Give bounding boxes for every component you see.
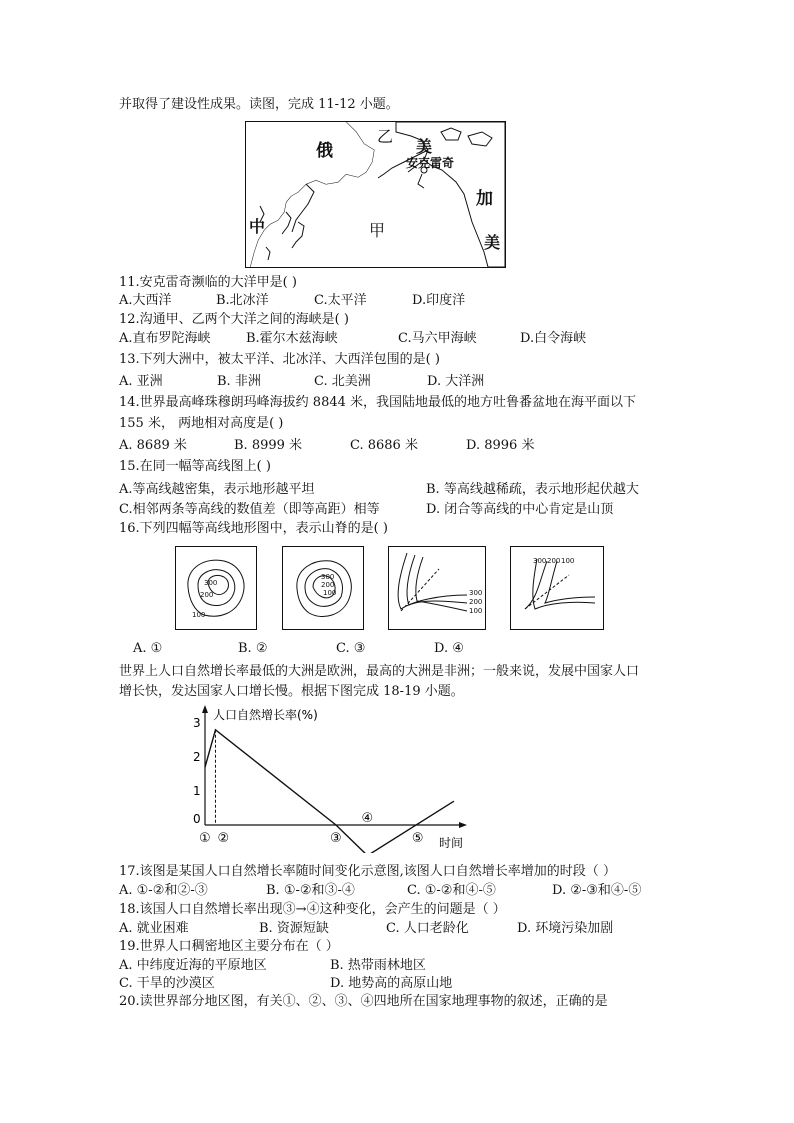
contour-3-label-200: 200 <box>469 598 483 606</box>
q15-stem: 15.在同一幅等高线图上( ) <box>119 459 271 474</box>
q16-option-d[interactable]: D. ④ <box>434 641 464 656</box>
q18-option-a[interactable]: A. 就业困难 <box>119 921 189 936</box>
contour-4-label-100: 100 <box>561 557 575 565</box>
q11-option-c[interactable]: C.太平洋 <box>314 293 367 308</box>
contour-3-label-300: 300 <box>469 589 483 597</box>
passage-line1: 世界上人口自然增长率最低的大洲是欧洲，最高的大洲是非洲；一般来说，发展中国家人口 <box>119 664 640 679</box>
contour-map-2[interactable] <box>282 546 364 630</box>
point-label: ② <box>217 831 230 846</box>
contour-1-label-300: 300 <box>204 579 218 587</box>
contour-map-1[interactable] <box>175 546 257 630</box>
q17-stem: 17.该图是某国人口自然增长率随时间变化示意图,该图人口自然增长率增加的时段（ ） <box>119 864 616 879</box>
contour-3-label-100: 100 <box>469 607 483 615</box>
chart-title: 人口自然增长率(%) <box>213 708 318 722</box>
contour-2-label-300: 300 <box>321 573 335 581</box>
q18-stem: 18.该国人口自然增长率出现③→④这种变化，会产生的问题是（ ） <box>119 902 506 917</box>
x-axis-arrow <box>459 822 467 828</box>
contour-4-label-200: 200 <box>547 557 561 565</box>
contour-4-label-300: 300 <box>533 557 547 565</box>
q16-option-b[interactable]: B. ② <box>238 641 268 656</box>
label-yi: 乙 <box>377 127 394 146</box>
population-growth-chart <box>185 703 475 853</box>
contour-graphic-3 <box>389 547 485 629</box>
q18-option-b[interactable]: B. 资源短缺 <box>259 921 329 936</box>
q16-option-a[interactable]: A. ① <box>133 641 163 656</box>
label-usa-bottom: 美 <box>484 233 501 252</box>
q17-option-d[interactable]: D. ②-③和④-⑤ <box>552 883 642 898</box>
label-china: 中 <box>249 217 266 236</box>
q12-option-c[interactable]: C.马六甲海峡 <box>398 331 477 346</box>
q11-option-a[interactable]: A.大西洋 <box>119 293 172 308</box>
q12-stem: 12.沟通甲、乙两个大洋之间的海峡是( ) <box>119 312 349 327</box>
q18-option-c[interactable]: C. 人口老龄化 <box>386 921 469 936</box>
q14-option-b[interactable]: B. 8999 米 <box>234 438 303 453</box>
x-axis-label: 时间 <box>439 836 464 850</box>
q11-option-d[interactable]: D.印度洋 <box>412 293 466 308</box>
q14-stem-line1: 14.世界最高峰珠穆朗玛峰海拔约 8844 米，我国陆地最低的地方吐鲁番盆地在海平面以下 <box>119 395 637 410</box>
map-graphic <box>246 122 505 267</box>
label-jia: 甲 <box>369 221 386 240</box>
contour-1-label-200: 200 <box>200 591 214 599</box>
y-tick-label: 2 <box>193 750 201 764</box>
q11-stem: 11.安克雷奇濒临的大洋甲是( ) <box>119 275 297 290</box>
q14-option-a[interactable]: A. 8689 米 <box>119 438 187 453</box>
q13-option-c[interactable]: C. 北美洲 <box>314 374 371 389</box>
contour-map-3[interactable] <box>388 546 486 630</box>
q17-option-b[interactable]: B. ①-②和③-④ <box>266 883 355 898</box>
y-tick-label: 0 <box>193 812 201 826</box>
q16-stem: 16.下列四幅等高线地形图中，表示山脊的是( ) <box>119 521 388 536</box>
pacific-map <box>245 121 506 268</box>
q11-option-b[interactable]: B.北冰洋 <box>216 293 269 308</box>
point-label: ③ <box>330 831 342 846</box>
q12-option-d[interactable]: D.白令海峡 <box>520 331 587 346</box>
point-label: ① <box>199 831 211 846</box>
y-axis-arrow <box>202 705 208 713</box>
contour-2-label-100: 100 <box>323 589 337 597</box>
q12-option-b[interactable]: B.霍尔木兹海峡 <box>246 331 338 346</box>
label-russia: 俄 <box>316 141 333 161</box>
q16-option-c[interactable]: C. ③ <box>336 641 366 656</box>
point-label: ④ <box>361 811 374 826</box>
q15-option-b[interactable]: B. 等高线越稀疏，表示地形起伏越大 <box>426 482 639 497</box>
q14-stem-line2: 155 米， 两地相对高度是( ) <box>119 416 284 431</box>
q14-option-d[interactable]: D. 8996 米 <box>466 438 535 453</box>
intro-line: 并取得了建设性成果。读图，完成 11-12 小题。 <box>119 97 399 112</box>
contour-map-4[interactable] <box>510 546 604 630</box>
q20-stem: 20.读世界部分地区图，有关①、②、③、④四地所在国家地理事物的叙述，正确的是 <box>119 994 608 1009</box>
q17-option-c[interactable]: C. ①-②和④-⑤ <box>407 883 496 898</box>
q18-option-d[interactable]: D. 环境污染加剧 <box>517 921 614 936</box>
passage-line2: 增长快，发达国家人口增长慢。根据下图完成 18-19 小题。 <box>119 684 464 699</box>
y-tick-label: 1 <box>193 784 201 798</box>
q19-option-b[interactable]: B. 热带雨林地区 <box>330 958 426 973</box>
q19-option-d[interactable]: D. 地势高的高原山地 <box>330 976 453 991</box>
label-canada: 加 <box>476 189 493 209</box>
q17-option-a[interactable]: A. ①-②和②-③ <box>119 883 208 898</box>
q13-option-a[interactable]: A. 亚洲 <box>119 374 163 389</box>
contour-graphic-1 <box>176 547 256 629</box>
q13-stem: 13.下列大洲中，被太平洋、北冰洋、大西洋包围的是( ) <box>119 352 440 367</box>
contour-1-label-100: 100 <box>192 611 206 619</box>
label-usa-top: 美 <box>416 137 433 156</box>
q15-option-c[interactable]: C.相邻两条等高线的数值差（即等高距）相等 <box>119 502 380 517</box>
q14-option-c[interactable]: C. 8686 米 <box>350 438 418 453</box>
q19-option-a[interactable]: A. 中纬度近海的平原地区 <box>119 958 267 973</box>
q13-option-b[interactable]: B. 非洲 <box>217 374 261 389</box>
chart-svg <box>185 703 475 853</box>
q12-option-a[interactable]: A.直布罗陀海峡 <box>119 331 211 346</box>
q19-stem: 19.世界人口稠密地区主要分布在（ ） <box>119 939 339 954</box>
point-label: ⑤ <box>411 831 424 846</box>
q13-option-d[interactable]: D. 大洋洲 <box>427 374 485 389</box>
contour-2-label-200: 200 <box>321 581 335 589</box>
q15-option-a[interactable]: A.等高线越密集，表示地形越平坦 <box>119 482 315 497</box>
y-tick-label: 3 <box>193 716 201 730</box>
label-anchorage: 安克雷奇 <box>406 156 455 170</box>
q15-option-d[interactable]: D. 闭合等高线的中心肯定是山顶 <box>426 502 614 517</box>
q19-option-c[interactable]: C. 干旱的沙漠区 <box>119 976 215 991</box>
